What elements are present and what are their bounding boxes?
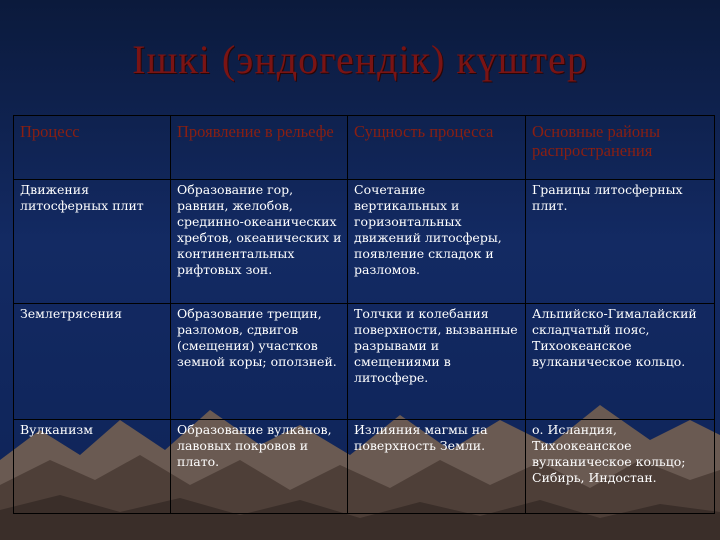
table-cell: Толчки и колебания поверхности, вызванные разрывами и смещениями в литосфере.	[348, 304, 526, 420]
table-cell: Образование трещин, разломов, сдвигов (смещения) участков земной коры; оползней.	[171, 304, 348, 420]
table-cell: Вулканизм	[14, 420, 171, 514]
table-row	[14, 180, 715, 304]
table-cell: Излияния магмы на поверхность Земли.	[348, 420, 526, 514]
table-cell: Движения литосферных плит	[14, 180, 171, 304]
table-row	[14, 304, 715, 420]
header-cell: Сущность процесса	[348, 116, 526, 180]
processes-table	[13, 115, 715, 514]
header-cell: Процесс	[14, 116, 171, 180]
table-row	[14, 420, 715, 514]
table-cell: Сочетание вертикальных и горизонтальных движений литосферы, появление складок и разломов.	[348, 180, 526, 304]
table-cell: Образование гор, равнин, желобов, срединно-океанических хребтов, океанических и континентальных рифтовых зон.	[171, 180, 348, 304]
page-title: Ішкі (эндогендік) күштер	[132, 37, 588, 82]
header-cell: Проявление в рельефе	[171, 116, 348, 180]
table-cell: Альпийско-Гималайский складчатый пояс, Тихоокеанское вулканическое кольцо.	[526, 304, 715, 420]
table-cell: Границы литосферных плит.	[526, 180, 715, 304]
header-cell: Основные районы распространения	[526, 116, 715, 180]
table-cell: Образование вулканов, лавовых покровов и плато.	[171, 420, 348, 514]
table-cell: о. Исландия, Тихоокеанское вулканическое кольцо; Сибирь, Индостан.	[526, 420, 715, 514]
table-header-row	[14, 116, 715, 180]
table-cell: Землетрясения	[14, 304, 171, 420]
